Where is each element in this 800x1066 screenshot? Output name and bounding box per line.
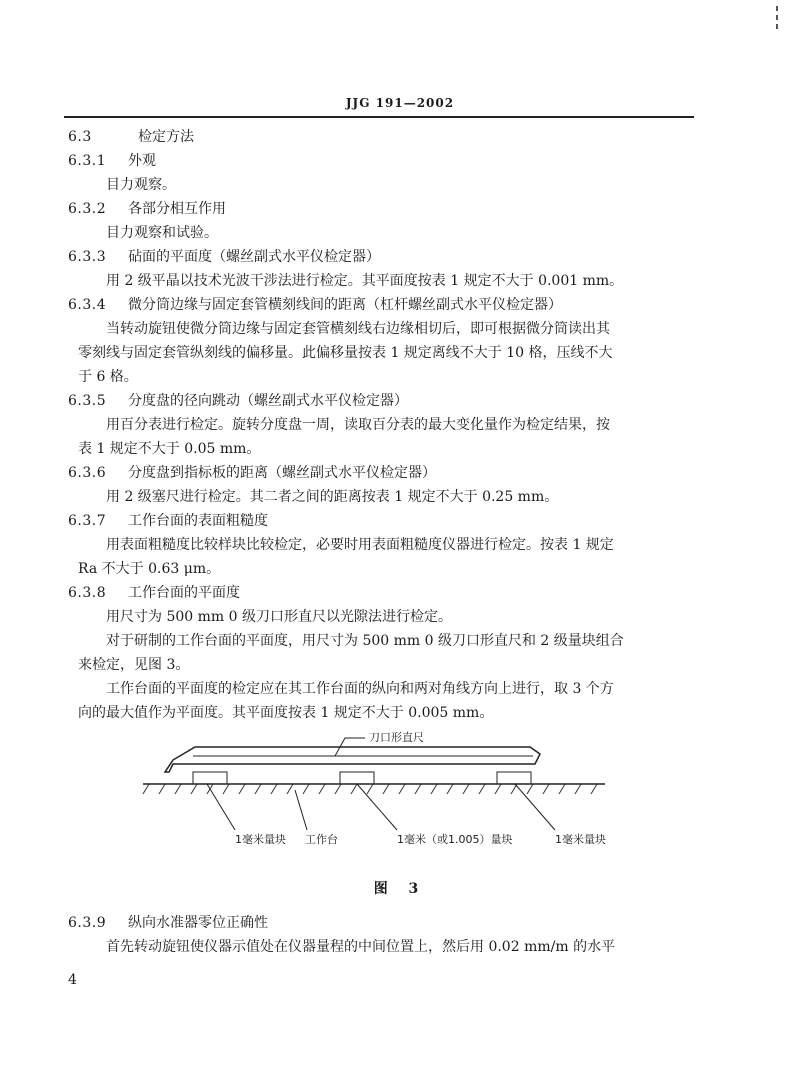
straightedge-shape bbox=[165, 747, 540, 772]
label-gauge-block-1: 1毫米量块 bbox=[235, 833, 286, 846]
body-line: 首先转动旋钮使仪器示值处在仪器量程的中间位置上，然后用 0.02 mm/m 的水平 bbox=[106, 939, 616, 955]
body-line: 用 2 级平晶以技术光波干涉法进行检定。其平面度按表 1 规定不大于 0.001 mm。 bbox=[106, 273, 624, 289]
header-rule bbox=[64, 116, 694, 118]
body-line: 用尺寸为 500 mm 0 级刀口形直尺以光隙法进行检定。 bbox=[106, 609, 452, 625]
body-line: Ra 不大于 0.63 μm。 bbox=[78, 561, 221, 577]
section-heading-6-3-3: 6.3.3 砧面的平面度（螺丝副式水平仪检定器） bbox=[68, 249, 380, 265]
section-heading-6-3-2: 6.3.2 各部分相互作用 bbox=[68, 201, 226, 217]
body-line: 来检定，见图 3。 bbox=[78, 657, 190, 673]
body-line: 目力观察。 bbox=[106, 177, 176, 193]
body-line: 表 1 规定不大于 0.05 mm。 bbox=[78, 441, 261, 457]
gauge-block-left bbox=[193, 772, 227, 784]
gauge-block-right bbox=[497, 772, 531, 784]
section-heading-6-3-7: 6.3.7 工作台面的表面粗糙度 bbox=[68, 513, 268, 529]
figure-caption: 图 3 bbox=[373, 881, 427, 897]
body-line: 用表面粗糙度比较样块比较检定，必要时用表面粗糙度仪器进行检定。按表 1 规定 bbox=[106, 537, 614, 553]
section-heading-6-3-6: 6.3.6 分度盘到指标板的距离（螺丝副式水平仪检定器） bbox=[68, 465, 436, 481]
figure-3-drawing bbox=[135, 712, 635, 862]
body-line: 对于研制的工作台面的平面度，用尺寸为 500 mm 0 级刀口形直尺和 2 级量块组合 bbox=[106, 633, 624, 649]
running-header: JJG 191—2002 bbox=[345, 96, 455, 110]
table-hatching bbox=[143, 784, 597, 794]
body-line: 用 2 级塞尺进行检定。其二者之间的距离按表 1 规定不大于 0.25 mm。 bbox=[106, 489, 559, 505]
section-heading-6-3-4: 6.3.4 微分筒边缘与固定套管横刻线间的距离（杠杆螺丝副式水平仪检定器） bbox=[68, 297, 562, 313]
section-heading-6-3-1: 6.3.1 外观 bbox=[68, 153, 156, 169]
body-line: 于 6 格。 bbox=[78, 369, 138, 385]
gauge-block-middle bbox=[340, 772, 374, 784]
section-heading-6-3: 6.3 检定方法 bbox=[68, 129, 194, 145]
body-line: 向的最大值作为平面度。其平面度按表 1 规定不大于 0.005 mm。 bbox=[78, 705, 494, 721]
label-gauge-block-3: 1毫米量块 bbox=[555, 833, 606, 846]
body-line: 用百分表进行检定。旋转分度盘一周，读取百分表的最大变化量作为检定结果，按 bbox=[106, 417, 610, 433]
label-straightedge: 刀口形直尺 bbox=[369, 731, 424, 744]
section-heading-6-3-8: 6.3.8 工作台面的平面度 bbox=[68, 585, 240, 601]
page-number: 4 bbox=[68, 972, 77, 988]
label-worktable: 工作台 bbox=[305, 833, 338, 846]
body-line: 目力观察和试验。 bbox=[106, 225, 218, 241]
scan-edge-mark bbox=[776, 6, 778, 36]
label-gauge-block-2: 1毫米（或1.005）量块 bbox=[397, 833, 513, 846]
figure-3 bbox=[135, 712, 635, 866]
body-line: 零刻线与固定套管纵刻线的偏移量。此偏移量按表 1 规定离线不大于 10 格，压线不大 bbox=[78, 345, 613, 361]
body-line: 当转动旋钮使微分筒边缘与固定套管横刻线右边缘相切后，即可根据微分筒读出其 bbox=[106, 321, 610, 337]
body-line: 工作台面的平面度的检定应在其工作台面的纵向和两对角线方向上进行，取 3 个方 bbox=[106, 681, 614, 697]
section-heading-6-3-5: 6.3.5 分度盘的径向跳动（螺丝副式水平仪检定器） bbox=[68, 393, 408, 409]
section-heading-6-3-9: 6.3.9 纵向水准器零位正确性 bbox=[68, 915, 268, 931]
